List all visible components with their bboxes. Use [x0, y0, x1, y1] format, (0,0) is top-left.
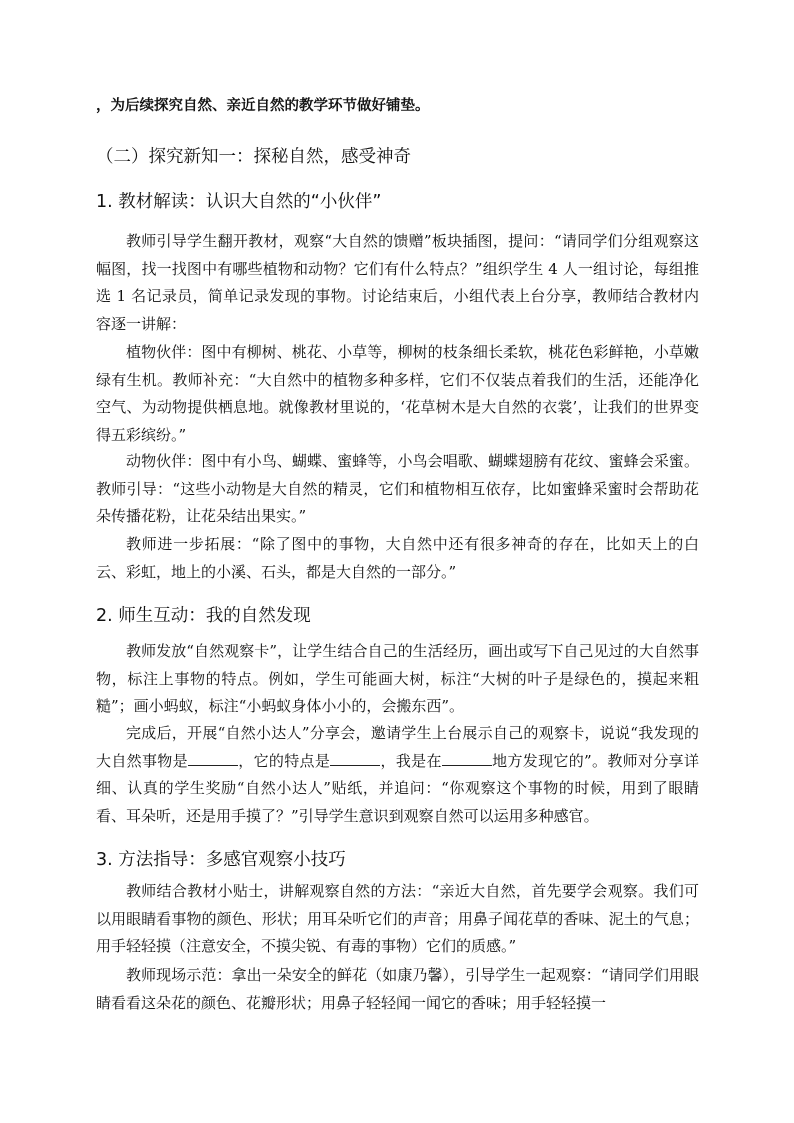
paragraph-2-2-part-b: ，它的特点是 [237, 751, 331, 770]
paragraph-1-1: 教师引导学生翻开教材，观察“大自然的馈赠”板块插图，提问：“请同学们分组观察这幅图，找一找图中有哪些植物和动物？它们有什么特点？”组织学生 4 人一组讨论，每组推选 1 名记录员，简单记录发现的事物。讨论结束后，小组代表上台分享，教师结合教材内容逐一讲解： [96, 232, 699, 334]
paragraph-2-2-part-c: ，我是在 [380, 751, 442, 770]
sub-heading-2: 2. 师生互动：我的自然发现 [96, 606, 311, 626]
intro-line: ，为后续探究自然、亲近自然的教学环节做好铺垫。 [96, 97, 430, 114]
fill-blank-2 [330, 750, 380, 766]
paragraph-3-1: 教师结合教材小贴士，讲解观察自然的方法：“亲近大自然，首先要学会观察。我们可以用眼睛看事物的颜色、形状；用耳朵听它们的声音；用鼻子闻花草的香味、泥土的气息；用手轻轻摸（注意安全，不摸尖锐、有毒的事物）它们的质感。” [96, 882, 699, 956]
paragraph-3-2: 教师现场示范：拿出一朵安全的鲜花（如康乃馨），引导学生一起观察：“请同学们用眼睛看看这朵花的颜色、花瓣形状；用鼻子轻轻闻一闻它的香味；用手轻轻摸一 [96, 966, 699, 1012]
paragraph-1-3: 动物伙伴：图中有小鸟、蝴蝶、蜜蜂等，小鸟会唱歌、蝴蝶翅膀有花纹、蜜蜂会采蜜。教师引导：“这些小动物是大自然的精灵，它们和植物相互依存，比如蜜蜂采蜜时会帮助花朵传播花粉，让花朵结出果实。” [96, 452, 699, 526]
paragraph-2-1: 教师发放“自然观察卡”，让学生结合自己的生活经历，画出或写下自己见过的大自然事物，标注上事物的特点。例如，学生可能画大树，标注“大树的叶子是绿色的，摸起来粗糙”；画小蚂蚁，标注“小蚂蚁身体小小的，会搬东西”。 [96, 642, 699, 716]
sub-heading-1: 1. 教材解读：认识大自然的“小伙伴” [96, 192, 382, 212]
paragraph-1-4: 教师进一步拓展：“除了图中的事物，大自然中还有很多神奇的存在，比如天上的白云、彩虹，地上的小溪、石头，都是大自然的一部分。” [96, 535, 699, 581]
fill-blank-3 [442, 750, 492, 766]
paragraph-2-2-part-d: 地方发现它的”。教师对分享详细、认真的学生奖励“自然小达人”贴纸，并追问：“你观察这个事物的时候，用到了眼睛看、耳朵听，还是用手摸了？”引导学生意识到观察自然可以运用多种感官。 [96, 751, 699, 826]
paragraph-2-2-part-a: 完成后，开展“自然小达人”分享会，邀请学生上台展示自己的观察卡，说说“我发现的大自然事物是 [96, 724, 699, 770]
sub-heading-3: 3. 方法指导：多感官观察小技巧 [96, 850, 346, 870]
paragraph-1-2: 植物伙伴：图中有柳树、桃花、小草等，柳树的枝条细长柔软，桃花色彩鲜艳，小草嫩绿有生机。教师补充：“大自然中的植物多种多样，它们不仅装点着我们的生活，还能净化空气、为动物提供栖息地。就像教材里说的，‘花草树木是大自然的衣裳’，让我们的世界变得五彩缤纷。” [96, 343, 699, 445]
section-heading: （二）探究新知一：探秘自然，感受神奇 [96, 147, 411, 167]
paragraph-2-2 [96, 720, 699, 831]
fill-blank-1 [188, 750, 238, 766]
